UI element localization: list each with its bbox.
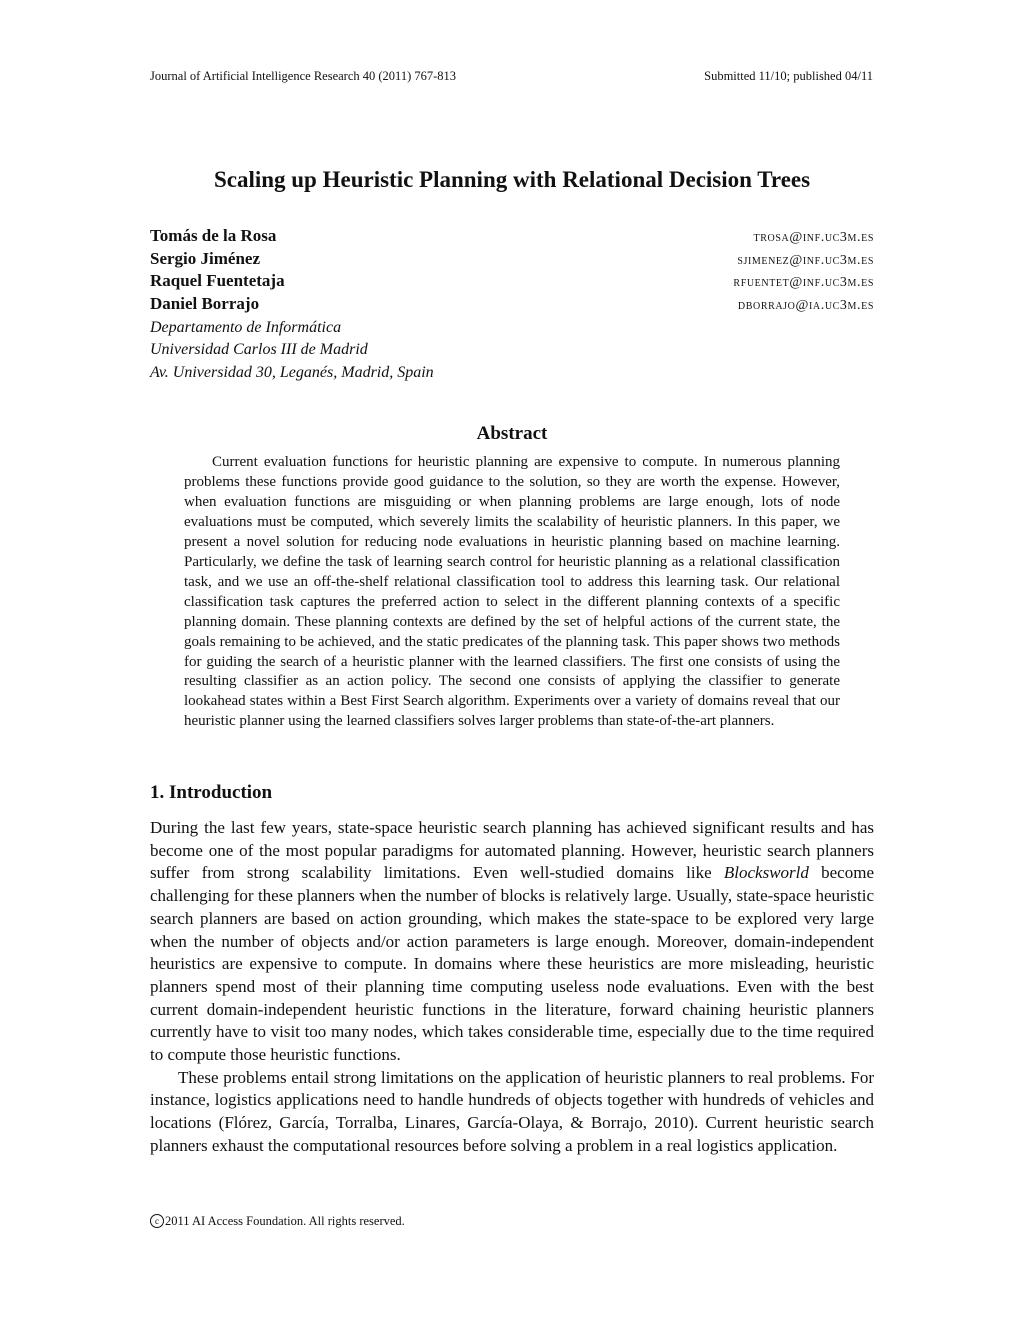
emphasized-term: Blocksworld (723, 863, 809, 883)
author-row (150, 294, 874, 317)
author-name: Daniel Borrajo (150, 294, 260, 314)
paper-title: Scaling up Heuristic Planning with Relational Decision Trees (213, 167, 811, 192)
paragraph-text: During the last few years, state-space heuristic search planning has achieved significant results and has become one of the most popular paradigms for automated planning. However, heuristic search planners suffer from strong scalability limitations. Even well-studied domains like (150, 818, 874, 883)
copyright-notice (150, 1214, 405, 1229)
author-email: dborrajo@ia.uc3m.es (737, 298, 874, 314)
author-email: trosa@inf.uc3m.es (753, 230, 874, 245)
author-row (150, 271, 874, 294)
affiliation-department: Departamento de Informática (150, 318, 342, 336)
author-row (150, 249, 874, 272)
affiliation-address: Av. Universidad 30, Leganés, Madrid, Spain (150, 364, 434, 382)
author-email: sjimenez@inf.uc3m.es (737, 252, 874, 268)
author-name: Sergio Jiménez (150, 248, 260, 268)
section-heading-introduction: 1. Introduction (150, 782, 273, 803)
copyright-text: 2011 AI Access Foundation. All rights reserved. (165, 1214, 405, 1228)
running-header-dates: Submitted 11/10; published 04/11 (704, 69, 873, 83)
abstract-text: Current evaluation functions for heuristic planning are expensive to compute. In numerous planning problems these functions provide good guidance to the solution, so they are worth the expense. However, when evaluation functions are misguiding or when planning problems are large enough, lots of node evaluations must be computed, which severely limits the scalability of heuristic planners. In this paper, we present a novel solution for reducing node evaluations in heuristic planning based on machine learning. Particularly, we define the task of learning search control for heuristic planning as a relational classification task, and we use an off-the-shelf relational classification tool to address this learning task. Our relational classification task captures the preferred action to select in the different planning contexts of a specific planning domain. These planning contexts are defined by the set of helpful actions of the current state, the goals remaining to be achieved, and the static predicates of the planning task. This paper shows two methods for guiding the search of a heuristic planner with the learned classifiers. The first one consists of using the resulting classifier as an action policy. The second one consists of applying the classifier to generate lookahead states within a Best First Search algorithm. Experiments over a variety of domains reveal that our heuristic planner using the learned classifiers solves larger problems than state-of-the-art planners. (184, 454, 840, 730)
copyright-icon: c (150, 1214, 164, 1228)
author-email: rfuentet@inf.uc3m.es (733, 275, 874, 291)
abstract-heading: Abstract (476, 423, 548, 444)
affiliation-university: Universidad Carlos III de Madrid (150, 341, 368, 359)
introduction-body (150, 817, 874, 1158)
author-row (150, 226, 874, 249)
running-header-journal: Journal of Artificial Intelligence Research 40 (2011) 767-813 (150, 69, 457, 83)
introduction-paragraph-1 (150, 817, 874, 1067)
author-name: Raquel Fuentetaja (150, 271, 285, 291)
introduction-paragraph-2: These problems entail strong limitations on the application of heuristic planners to real problems. For instance, logistics applications need to handle hundreds of objects together with hundreds of vehicles and locations (Flórez, García, Torralba, Linares, García-Olaya, & Borrajo, 2010). Current heuristic search planners exhaust the computational resources before solving a problem in a real logistics application. (150, 1067, 874, 1155)
paragraph-text: become challenging for these planners when the number of blocks is relatively large. Usually, state-space heuristic search planners are based on action grounding, which makes the state-space to be explored very large when the number of objects and/or action parameters is large enough. Moreover, domain-independent heuristics are expensive to compute. In domains where these heuristics are more misleading, heuristic planners spend most of their planning time computing useless node evaluations. Even with the best current domain-independent heuristic functions in the literature, forward chaining heuristic planners currently have to visit too many nodes, which takes considerable time, especially due to the time required to compute those heuristic functions. (150, 863, 874, 1065)
author-block (150, 226, 874, 385)
author-name: Tomás de la Rosa (150, 226, 277, 245)
